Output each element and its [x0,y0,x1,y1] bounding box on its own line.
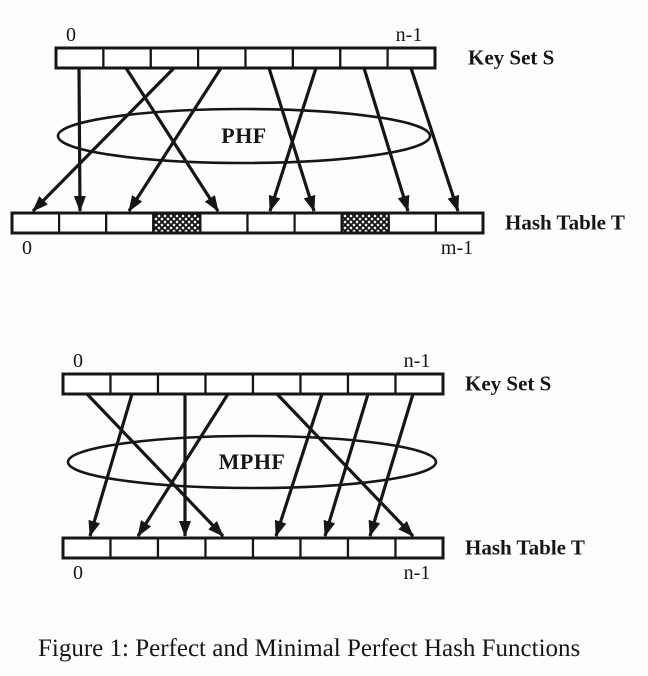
mphf-hash-table-cell [158,538,206,558]
phf-hash-table-cell [248,213,295,233]
phf-hash-table-cell [389,213,436,233]
mphf-hashtable-first-index: 0 [73,562,83,584]
hash-mapping-arrow [126,68,218,211]
phf-key-set-cell [151,48,198,68]
mphf-hash-table-cell [111,538,159,558]
phf-key-set-cell [103,48,150,68]
phf-key-set-cell [56,48,103,68]
phf-hash-table-cell [200,213,247,233]
mphf-keyset-first-index: 0 [73,350,83,372]
phf-function-label: PHF [221,123,267,148]
phf-hash-table-cell [106,213,153,233]
phf-keyset-first-index: 0 [66,24,76,46]
mphf-key-set-cell [158,374,206,394]
mphf-function-label: MPHF [218,449,286,474]
hash-mapping-arrow [79,68,80,211]
mphf-hash-table-cell [253,538,301,558]
mphf-hash-table-cell [206,538,254,558]
mphf-hash-table-cell [301,538,349,558]
phf-hashtable-last-index: m-1 [440,237,474,259]
phf-key-set-cell [293,48,340,68]
hash-mapping-arrow [87,394,223,536]
phf-keyset-last-index: n-1 [395,24,423,46]
phf-key-set-cell [388,48,435,68]
mphf-hash-table-cell [348,538,396,558]
hash-mapping-arrow [129,68,221,211]
mphf-hash-table-cell [63,538,111,558]
mphf-keyset-last-index: n-1 [403,350,431,372]
hash-mapping-arrow [90,394,132,536]
mphf-key-set-cell [253,374,301,394]
phf-hashtable-label: Hash Table T [505,210,625,235]
hash-mapping-arrow [33,68,174,211]
phf-hash-table-cell [59,213,106,233]
hash-mapping-arrow [411,68,458,211]
phf-hash-table-cell [295,213,342,233]
mphf-hashtable-last-index: n-1 [403,562,431,584]
mphf-hashtable-label: Hash Table T [465,535,585,560]
phf-key-set-array [56,48,435,68]
mphf-keyset-label: Key Set S [465,371,552,396]
mphf-hash-table-array [63,538,443,558]
mphf-key-set-cell [348,374,396,394]
figure-caption: Figure 1: Perfect and Minimal Perfect Hash Functions [38,635,581,662]
mphf-key-set-array [63,374,443,394]
hash-mapping-arrow [138,394,228,536]
phf-hash-table-cell [436,213,483,233]
mphf-key-set-cell [396,374,444,394]
phf-hashtable-first-index: 0 [22,237,32,259]
phf-keyset-label: Key Set S [468,45,555,70]
phf-key-set-cell [246,48,293,68]
phf-hash-table-shaded-cell [153,213,200,233]
mphf-key-set-cell [206,374,254,394]
phf-hash-table-cell [12,213,59,233]
mphf-key-set-cell [301,374,349,394]
hash-mapping-arrow [364,68,408,211]
hash-mapping-arrow [325,394,368,536]
phf-hash-table-array [12,213,483,233]
mphf-key-set-cell [63,374,111,394]
phf-hash-table-shaded-cell [342,213,389,233]
mphf-key-set-cell [111,374,159,394]
phf-key-set-cell [340,48,387,68]
phf-key-set-cell [198,48,245,68]
mphf-hash-table-cell [396,538,444,558]
